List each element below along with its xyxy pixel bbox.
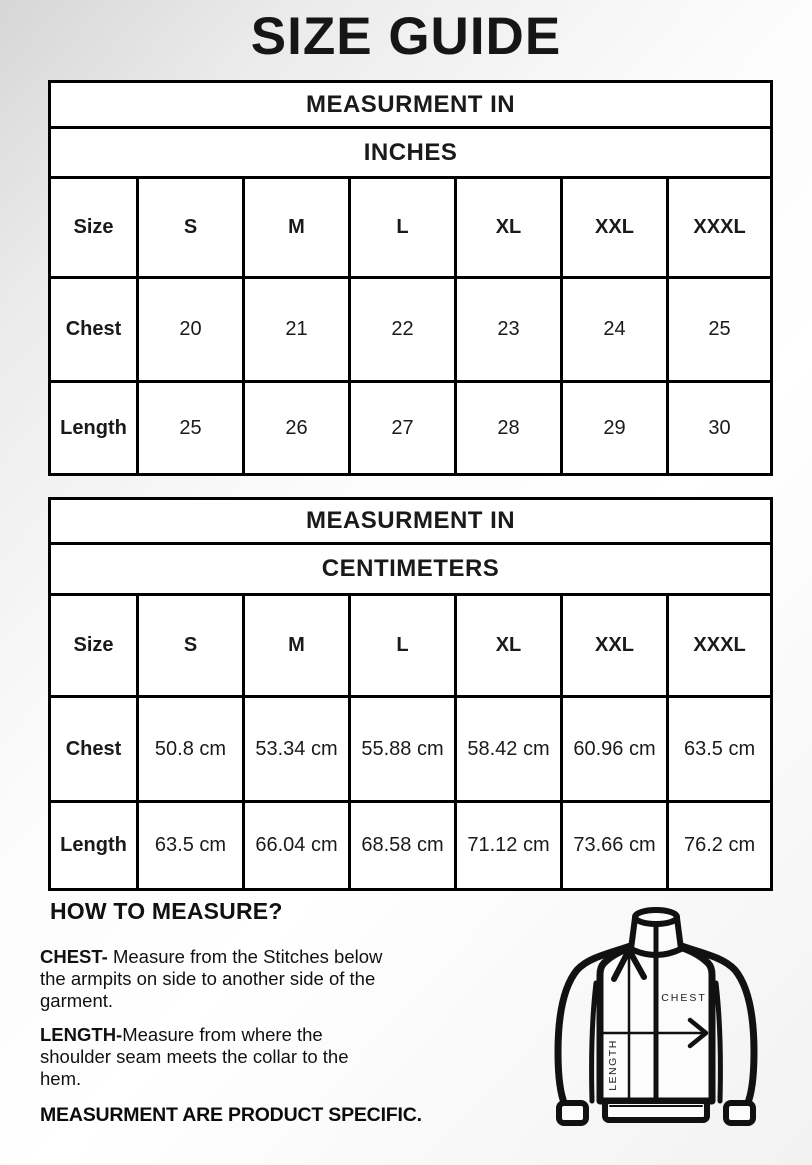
col-header-cell: XL [456,178,562,278]
chest-row [50,697,772,802]
col-header-cell: XXL [562,178,668,278]
value-cell: 53.34 cm [244,697,350,802]
value-cell: 73.66 cm [562,802,668,890]
value-cell: 29 [562,382,668,475]
value-cell: 24 [562,278,668,382]
row-label-cell: Length [50,802,138,890]
value-cell: 76.2 cm [668,802,772,890]
centimeters-table [48,497,773,891]
how-to-measure-section [40,898,520,1090]
jacket-right-sleeve-seam [716,983,720,1101]
value-cell: 63.5 cm [668,697,772,802]
value-cell: 21 [244,278,350,382]
table-header-unit: INCHES [50,128,772,178]
value-cell: 28 [456,382,562,475]
value-cell: 50.8 cm [138,697,244,802]
how-to-measure-heading: HOW TO MEASURE? [50,898,283,924]
inches-table [48,80,773,476]
value-cell: 55.88 cm [350,697,456,802]
jacket-diagram [548,897,768,1127]
value-cell: 25 [138,382,244,475]
col-header-cell: XXXL [668,178,772,278]
jacket-left-sleeve-seam [592,983,596,1101]
jacket-left-cuff [559,1103,586,1123]
value-cell: 66.04 cm [244,802,350,890]
length-text: Measure from where the shoulder seam meets the collar to the hem. [40,1024,349,1090]
product-specific-note: MEASURMENT ARE PRODUCT SPECIFIC. [40,1104,422,1126]
page-title: SIZE GUIDE [250,7,562,66]
size-header-row [50,595,772,697]
value-cell: 27 [350,382,456,475]
length-term: LENGTH- [40,1024,123,1046]
col-header-cell: XL [456,595,562,697]
value-cell: 71.12 cm [456,802,562,890]
value-cell: 63.5 cm [138,802,244,890]
row-label-cell: Chest [50,278,138,382]
jacket-hem [605,1101,707,1120]
chest-term: CHEST- [40,946,108,967]
value-cell: 26 [244,382,350,475]
chest-text: Measure from the Stitches below the armpits on side to another side of the garment. [40,946,383,1011]
col-header-cell: XXL [562,595,668,697]
col-header-cell: M [244,595,350,697]
row-label-cell: Size [50,595,138,697]
col-header-cell: XXXL [668,595,772,697]
length-diagram-label: LENGTH [607,1039,619,1091]
size-header-row [50,178,772,278]
value-cell: 20 [138,278,244,382]
table-header-title: MEASURMENT IN [50,499,772,544]
value-cell: 22 [350,278,456,382]
length-row [50,382,772,475]
chest-row [50,278,772,382]
value-cell: 23 [456,278,562,382]
row-label-cell: Chest [50,697,138,802]
jacket-right-cuff [726,1103,753,1123]
length-instruction [40,1024,380,1089]
value-cell: 58.42 cm [456,697,562,802]
col-header-cell: L [350,178,456,278]
length-row [50,802,772,890]
table-header-title: MEASURMENT IN [50,82,772,128]
col-header-cell: M [244,178,350,278]
chest-diagram-label: CHEST [661,992,707,1004]
chest-instruction [40,946,396,1011]
value-cell: 25 [668,278,772,382]
col-header-cell: L [350,595,456,697]
col-header-cell: S [138,595,244,697]
value-cell: 68.58 cm [350,802,456,890]
value-cell: 60.96 cm [562,697,668,802]
value-cell: 30 [668,382,772,475]
row-label-cell: Length [50,382,138,475]
col-header-cell: S [138,178,244,278]
row-label-cell: Size [50,178,138,278]
table-header-unit: CENTIMETERS [50,544,772,595]
